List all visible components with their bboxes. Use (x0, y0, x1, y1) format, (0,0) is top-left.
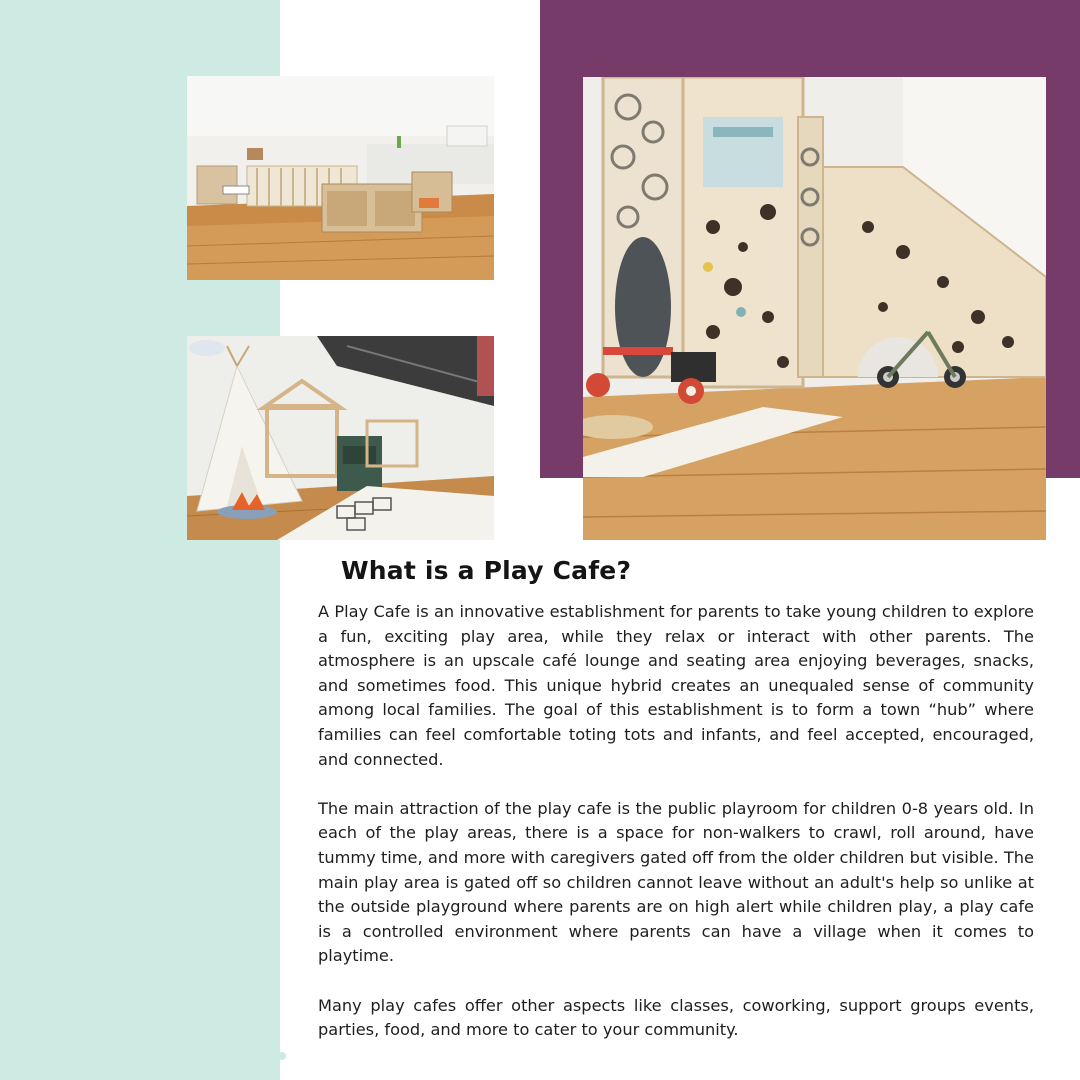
article-body (318, 600, 1034, 1067)
paragraph-main-attraction: The main attraction of the play cafe is the public playroom for children 0-8 years old. In each of the play areas, there is a space for non-walkers to crawl, roll around, have tummy time, and more with caregivers gated off from the older children but visible. The main play area is gated off so children cannot leave without an adult's help so unlike at the outside playground where parents are on high alert while children play, a play cafe is a controlled environment where parents can have a village when it comes to playtime. (318, 798, 1034, 966)
decorative-dot (278, 1052, 286, 1060)
paragraph-other-offerings: Many play cafes offer other aspects like classes, coworking, support groups events, parties, food, and more to cater to your community. (318, 995, 1034, 1040)
article-title: What is a Play Cafe? (341, 556, 632, 585)
paragraph-intro: A Play Cafe is an innovative establishment for parents to take young children to explore a fun, exciting play area, while they relax or interact with other parents. The atmosphere is an upscale café lounge and seating area enjoying beverages, snacks, and sometimes food. This unique hybrid creates an unequaled sense of community among local families. The goal of this establishment is to form a town “hub” where families can feel comfortable toting tots and infants, and feel accepted, encouraged, and connected. (318, 602, 1034, 769)
photo-climbing-structure (583, 77, 1046, 540)
photo-infant-play-area (187, 76, 494, 280)
photo-teepee-playroom (187, 336, 494, 540)
